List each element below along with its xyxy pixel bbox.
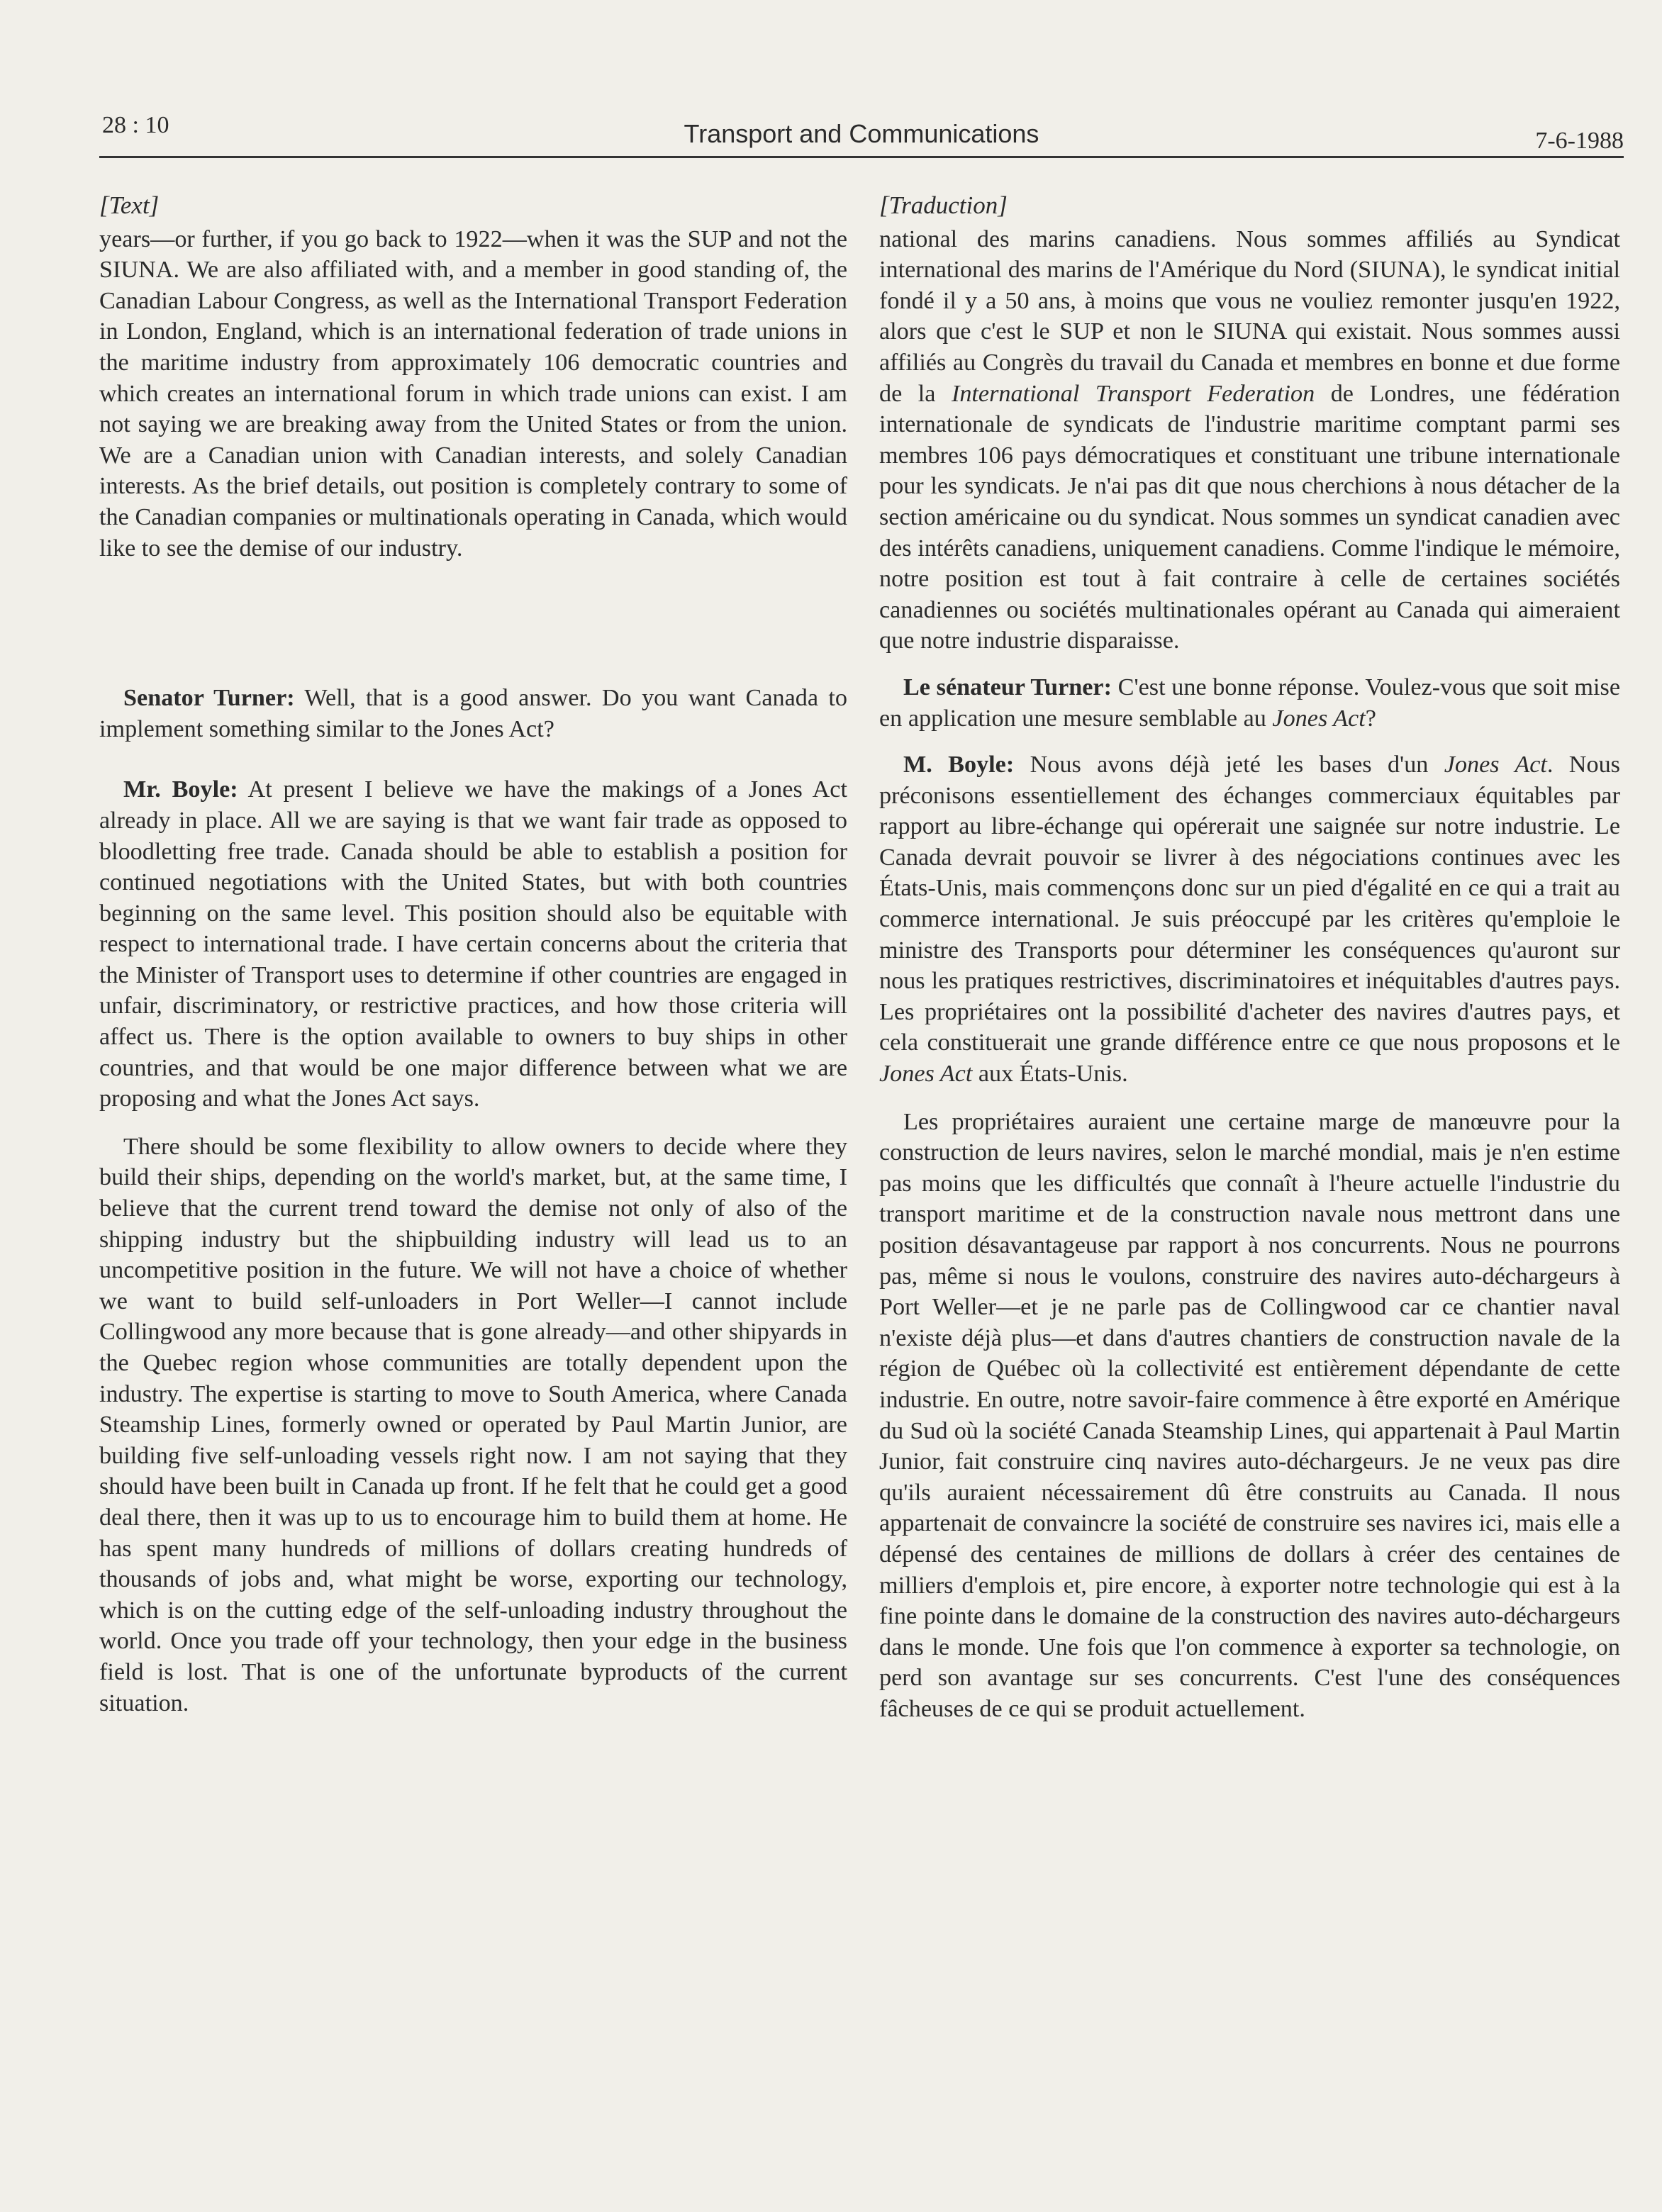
french-paragraph-1: national des marins canadiens. Nous sommes affiliés au Syndicat international des marins de l'Amérique du Nord (SIUNA), le syndicat initial fondé il y a 50 ans, à moins que vous ne vouliez remonter jusqu'en 1922, alors que c'est le SUP et non le SIUNA qui existait. Nous sommes aussi affiliés au Congrès du travail du Canada et membres en bonne et due forme de la International Transport Federation de Londres, une fédération internationale de syndicats de l'industrie maritime comptant parmi ses membres 106 pays démocratiques et constituant une tribune internationale pour les syndicats. Je n'ai pas dit que nous cherchions à nous détacher de la section américaine ou du syndicat. Nous sommes un syndicat canadien avec des intérêts canadiens, uniquement canadiens. Comme l'indique le mémoire, notre position est tout à fait contraire à celle de certaines sociétés canadiennes ou sociétés multinationales opérant au Canada qui aimeraient que notre industrie disparaisse. [879,225,1620,654]
english-paragraph-1: years—or further, if you go back to 1922—when it was the SUP and not the SIUNA. We are also affiliated with, and a member in good standing of, the Canadian Labour Congress, as well as the International Transport Federation in London, England, which is an international federation of trade unions in the maritime industry from approximately 106 democratic countries and which creates an international forum in which trade unions can exist. I am not saying we are breaking away from the United States or from the union. We are a Canadian union with Canadian interests, and solely Canadian interests. As the brief details, out position is completely contrary to some of the Canadian companies or multinationals operating in Canada, which would like to see the demise of our industry. [99,225,847,562]
italic-term: Jones Act [1444,752,1547,778]
french-column [879,190,1620,1725]
english-column [99,190,847,1719]
italic-term: Jones Act [879,1061,973,1088]
italic-term: Jones Act [1272,705,1366,732]
traduction-tag: [Traduction] [879,191,1008,219]
french-paragraph-4: Les propriétaires auraient une certaine marge de manœuvre pour la construction de leurs navires, selon le marché mondial, mais je n'en estime pas moins que les difficultés que connaît à l'heure actuelle l'industrie du transport maritime et de la construction navale nous mettront dans une position désavantageuse par rapport à nos concurrents. Nous ne pourrons pas, même si nous le voulons, construire des navires auto-déchargeurs à Port Weller—et je ne parle pas de Collingwood car ce chantier naval n'existe déjà plus—et dans d'autres chantiers de construction navale de la région de Québec où la collectivité est entièrement dépendante de cette industrie. En outre, notre savoir-faire commence à être exporté en Amérique du Sud où la société Canada Steamship Lines, qui appartenait à Paul Martin Junior, fait construire cinq navires auto-déchargeurs. Je ne veux pas dire qu'ils auraient nécessairement dû être construits au Canada. Il nous appartenait de convaincre la société de construire ses navires ici, mais elle a dépensé des centaines de millions de dollars à créer des centaines de milliers d'emplois et, pire encore, à exporter notre technologie qui est à la fine pointe dans le domaine de la construction des navires auto-déchargeurs dans le monde. Une fois que l'on commence à exporter sa technologie, on perd son avantage sur ses concurrents. C'est l'une des conséquences fâcheuses de ce qui se produit actuellement. [879,1108,1620,1722]
page-number: 28 : 10 [102,112,169,138]
speaker-name: M. Boyle: [903,752,1015,778]
french-paragraph-2: Le sénateur Turner: C'est une bonne réponse. Voulez-vous que soit mise en application une mesure semblable au Jones Act? [879,674,1620,732]
english-paragraph-3 [99,774,847,1115]
speech-text: Well, that is a good answer. Do you want Canada to implement something similar to the Jones Act? [99,685,847,742]
page-header [99,106,1624,158]
publication-title: Transport and Communications [684,119,1039,148]
speech-text: At present I believe we have the makings of a Jones Act already in place. All we are saying is that we want fair trade as opposed to bloodletting free trade. Canada should be able to establish a position for continued negotiations with the United States, but with both countries beginning on the same level. This position should also be equitable with respect to international trade. I have certain concerns about the criteria that the Minister of Transport uses to determine if other countries are engaged in unfair, discriminatory, or restrictive practices, and how those criteria will affect us. There is the option available to owners to buy ships in other countries, and that would be one major difference between what we are proposing and what the Jones Act says. [99,776,847,1112]
speaker-name: Mr. Boyle: [123,776,238,803]
page-date: 7-6-1988 [1535,128,1624,154]
english-paragraph-4: There should be some flexibility to allow owners to decide where they build their ships, depending on the world's market, but, at the same time, I believe that the current trend toward the demise not only of also of the shipping industry but the shipbuilding industry will lead us to an uncompetitive position in the future. We will not have a choice of whether we want to build self-unloaders in Port Weller—I cannot include Collingwood any more because that is gone already—and other shipyards in the Quebec region whose communities are totally dependent upon the industry. The expertise is starting to move to South America, where Canada Steamship Lines, formerly owned or operated by Paul Martin Junior, are building five self-unloading vessels right now. I am not saying that they should have been built in Canada up front. If he felt that he could get a good deal there, then it was up to us to encourage him to build them at home. He has spent many hundreds of millions of dollars creating hundreds of thousands of jobs and, what might be worse, exporting our technology, which is on the cutting edge of the self-unloading industry throughout the world. Once you trade off your technology, then your edge in the business field is lost. That is one of the unfortunate byproducts of the current situation. [99,1133,847,1716]
english-paragraph-2 [99,683,847,744]
text-tag: [Text] [99,191,160,219]
speaker-name: Senator Turner: [123,685,295,712]
french-paragraph-3: M. Boyle: Nous avons déjà jeté les bases d'un Jones Act. Nous préconisons essentiellement des échanges commerciaux équitables par rapport au libre-échange qui opérerait une saignée sur notre industrie. Le Canada devrait pouvoir se livrer à des négociations continues avec les États-Unis, mais commençons donc sur un pied d'égalité en ce qui a trait au commerce international. Je suis préoccupé par les critères qu'emploie le ministre des Transports pour déterminer les conséquences qu'auront sur nous les pratiques restrictives, discriminatoires et inéquitables d'autres pays. Les propriétaires ont la possibilité d'acheter des navires d'autres pays, et cela constituerait une grande différence entre ce que nous proposons et le Jones Act aux États-Unis. [879,752,1620,1088]
italic-term: International Transport Federation [951,380,1315,407]
speaker-name: Le sénateur Turner: [903,674,1112,700]
